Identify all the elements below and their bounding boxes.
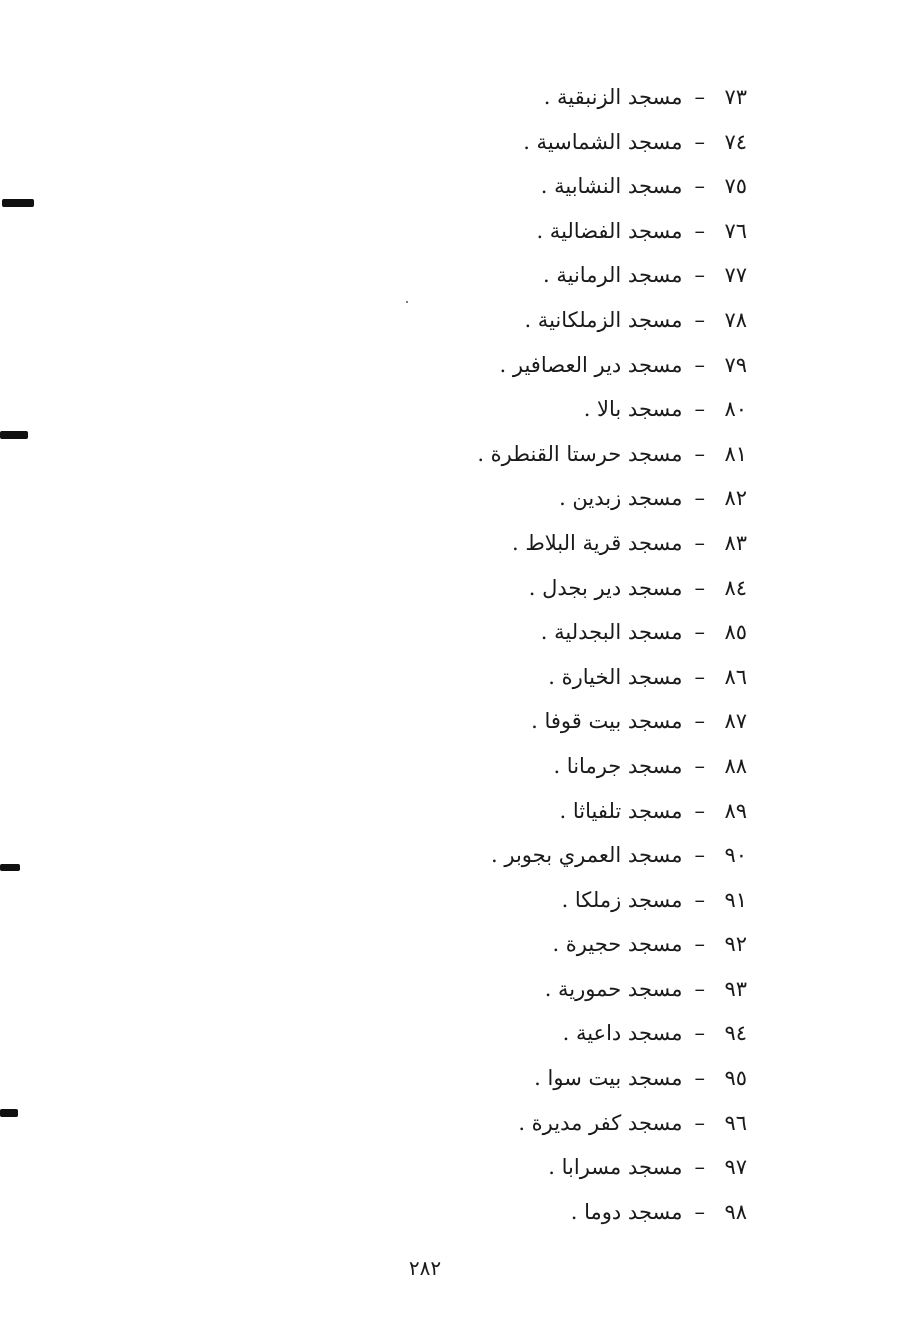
item-dash: – <box>694 85 705 109</box>
item-number: ٩٣ <box>724 976 747 1001</box>
item-dash: – <box>694 218 705 243</box>
item-dash: – <box>694 932 705 957</box>
item-number: ٨٢ <box>724 486 747 511</box>
item-number: ٨٣ <box>724 530 747 555</box>
item-number: ٧٦ <box>724 218 747 243</box>
item-text: مسجد زبدين . <box>559 486 683 511</box>
item-text: مسجد النشابية . <box>540 174 683 199</box>
item-text: مسجد داعية . <box>562 1021 683 1046</box>
item-text: مسجد الفضالية . <box>536 218 683 243</box>
item-number: ٨٠ <box>724 397 747 422</box>
list-item <box>227 120 747 165</box>
item-dash: – <box>694 887 705 912</box>
scan-artifact-mark <box>0 864 20 871</box>
item-number: ٩٥ <box>724 1066 747 1091</box>
list-item <box>227 789 747 834</box>
list-item <box>227 1145 747 1190</box>
item-number: ٨٨ <box>724 753 747 778</box>
item-text: مسجد حرستا القنطرة . <box>477 441 683 466</box>
list-item <box>227 833 747 878</box>
item-text: مسجد دير بجدل . <box>528 575 683 600</box>
item-text: مسجد حجيرة . <box>552 932 683 957</box>
item-number: ٨٩ <box>724 798 747 823</box>
item-dash: – <box>694 263 705 288</box>
list-item <box>227 878 747 923</box>
item-text: مسجد زملكا . <box>561 887 683 912</box>
item-dash: – <box>694 664 705 689</box>
item-dash: – <box>694 1021 705 1046</box>
item-dash: – <box>694 709 705 734</box>
item-dash: – <box>694 352 705 377</box>
item-dash: – <box>694 397 705 422</box>
list-item <box>227 566 747 611</box>
item-number: ٩٨ <box>724 1199 747 1224</box>
list-item <box>227 164 747 209</box>
item-text: مسجد تلفياثا . <box>559 798 683 823</box>
list-item <box>227 1101 747 1146</box>
item-text: مسجد كفر مديرة . <box>518 1110 683 1135</box>
item-dash: – <box>694 530 705 555</box>
item-text: مسجد البجدلية . <box>540 620 683 645</box>
item-number: ٨١ <box>724 441 747 466</box>
list-item <box>227 387 747 432</box>
item-number: ٧٧ <box>724 263 747 288</box>
list-item <box>227 209 747 254</box>
scan-artifact-mark <box>0 431 28 439</box>
item-dash: – <box>694 620 705 645</box>
list-item <box>227 1190 747 1235</box>
item-text: مسجد مسرابا . <box>548 1155 683 1180</box>
item-text: مسجد بالا . <box>583 397 683 422</box>
item-text: مسجد الشماسية . <box>523 129 683 154</box>
list-item <box>227 967 747 1012</box>
list-item <box>227 521 747 566</box>
item-text: مسجد دوما . <box>570 1199 683 1224</box>
list-item <box>227 75 747 120</box>
item-dash: – <box>694 575 705 600</box>
item-text: مسجد الخيارة . <box>548 664 683 689</box>
item-text: مسجد الزنبقية . <box>543 85 683 109</box>
item-text: مسجد قرية البلاط . <box>511 530 683 555</box>
item-dash: – <box>694 1199 705 1224</box>
item-dash: – <box>694 307 705 332</box>
item-number: ٨٥ <box>724 620 747 645</box>
item-dash: – <box>694 1066 705 1091</box>
item-text: مسجد الرمانية . <box>543 263 683 288</box>
item-number: ٧٨ <box>724 307 747 332</box>
list-item <box>227 476 747 521</box>
list-item <box>227 655 747 700</box>
item-number: ٩٠ <box>724 843 747 868</box>
item-dash: – <box>694 976 705 1001</box>
list-item <box>227 610 747 655</box>
page-number: ٢٨٢ <box>408 1256 442 1280</box>
item-number: ٧٩ <box>724 352 747 377</box>
item-dash: – <box>694 129 705 154</box>
list-item <box>227 699 747 744</box>
item-number: ٩٦ <box>724 1110 747 1135</box>
item-number: ٩٢ <box>724 932 747 957</box>
mosque-list <box>227 75 747 1234</box>
item-text: مسجد بيت سوا . <box>534 1066 683 1091</box>
item-dash: – <box>694 1110 705 1135</box>
list-item <box>227 432 747 477</box>
list-item <box>227 1011 747 1056</box>
item-number: ٩٧ <box>724 1155 747 1180</box>
item-text: مسجد جرمانا . <box>553 753 683 778</box>
item-dash: – <box>694 486 705 511</box>
list-item <box>227 744 747 789</box>
list-item <box>227 343 747 388</box>
item-number: ٧٤ <box>724 129 747 154</box>
item-number: ٩١ <box>724 887 747 912</box>
item-dash: – <box>694 798 705 823</box>
list-item <box>227 253 747 298</box>
item-dash: – <box>694 174 705 199</box>
item-dash: – <box>694 441 705 466</box>
scan-artifact-mark <box>0 1109 18 1117</box>
item-dash: – <box>694 753 705 778</box>
item-text: مسجد دير العصافير . <box>499 352 683 377</box>
item-number: ٨٦ <box>724 664 747 689</box>
list-item <box>227 1056 747 1101</box>
item-number: ٩٤ <box>724 1021 747 1046</box>
scan-artifact-mark <box>2 199 34 207</box>
item-dash: – <box>694 843 705 868</box>
item-number: ٨٧ <box>724 709 747 734</box>
item-number: ٧٣ <box>724 85 747 109</box>
item-text: مسجد حمورية . <box>544 976 683 1001</box>
list-item <box>227 922 747 967</box>
item-text: مسجد الزملكانية . <box>524 307 683 332</box>
list-item <box>227 298 747 343</box>
item-number: ٨٤ <box>724 575 747 600</box>
item-text: مسجد العمري بجوبر . <box>491 843 683 868</box>
item-number: ٧٥ <box>724 174 747 199</box>
item-text: مسجد بيت قوفا . <box>531 709 683 734</box>
item-dash: – <box>694 1155 705 1180</box>
